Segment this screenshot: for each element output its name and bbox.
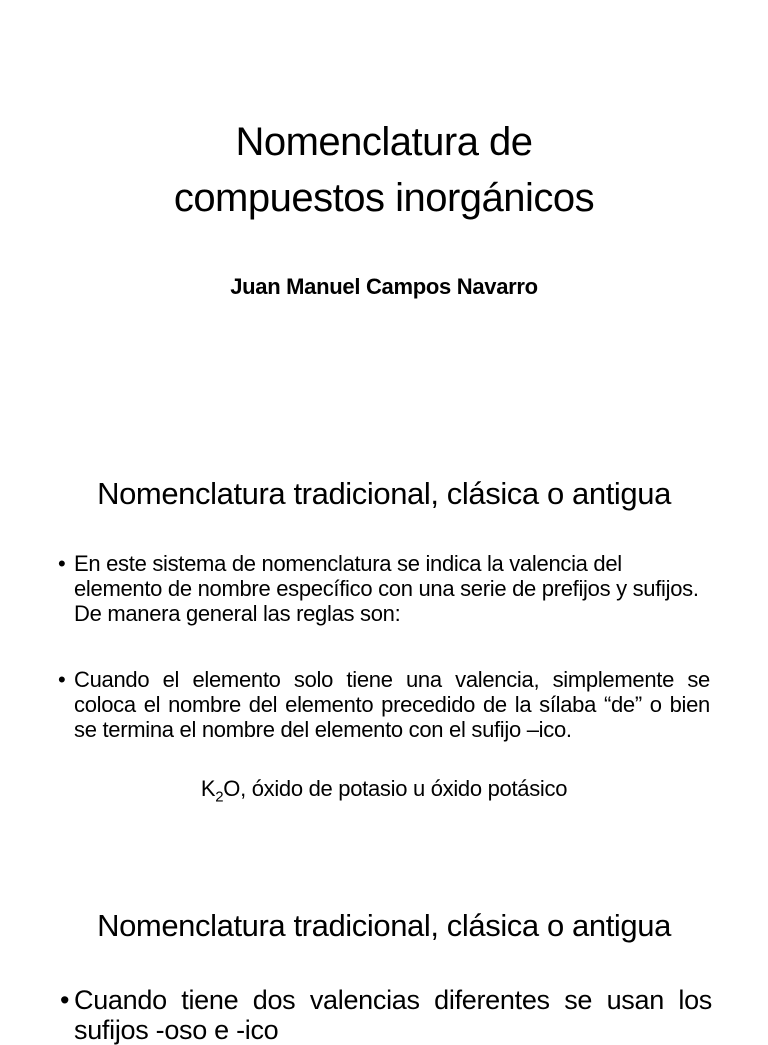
bullet-text: Cuando tiene dos valencias diferentes se usan los sufijos -oso e -ico (74, 985, 712, 1045)
author-name: Juan Manuel Campos Navarro (230, 274, 538, 299)
slide-nomenclatura-2 (0, 860, 768, 1045)
bullet-marker: • (58, 551, 66, 576)
presentation-title (0, 114, 768, 226)
formula-subscript: 2 (215, 788, 224, 806)
title-line-2: compuestos inorgánicos (173, 176, 595, 220)
bullet-item (58, 551, 710, 626)
slide-title (0, 0, 768, 420)
slide-heading: Nomenclatura tradicional, clásica o antigua (97, 476, 671, 511)
bullet-marker: • (60, 985, 70, 1015)
formula-text: O, óxido de potasio u óxido potásico (223, 776, 568, 801)
bullet-text: Cuando el elemento solo tiene una valencia, simplemente se coloca el nombre del elemento precedido de la sílaba “de” o bien se termina el nombre del elemento con el sufijo –ico. (74, 667, 710, 742)
bullet-item (58, 667, 710, 742)
title-line-1: Nomenclatura de (235, 120, 533, 164)
bullet-text: En este sistema de nomenclatura se indica la valencia del elemento de nombre específico con una serie de prefijos y sufijos. De manera general las reglas son: (74, 551, 699, 626)
slide-nomenclatura-1 (0, 430, 768, 850)
slide-heading: Nomenclatura tradicional, clásica o antigua (97, 908, 671, 943)
bullet-item (60, 985, 712, 1045)
bullet-marker: • (58, 667, 66, 692)
formula-symbol: K (200, 776, 216, 801)
formula-example (0, 776, 768, 806)
